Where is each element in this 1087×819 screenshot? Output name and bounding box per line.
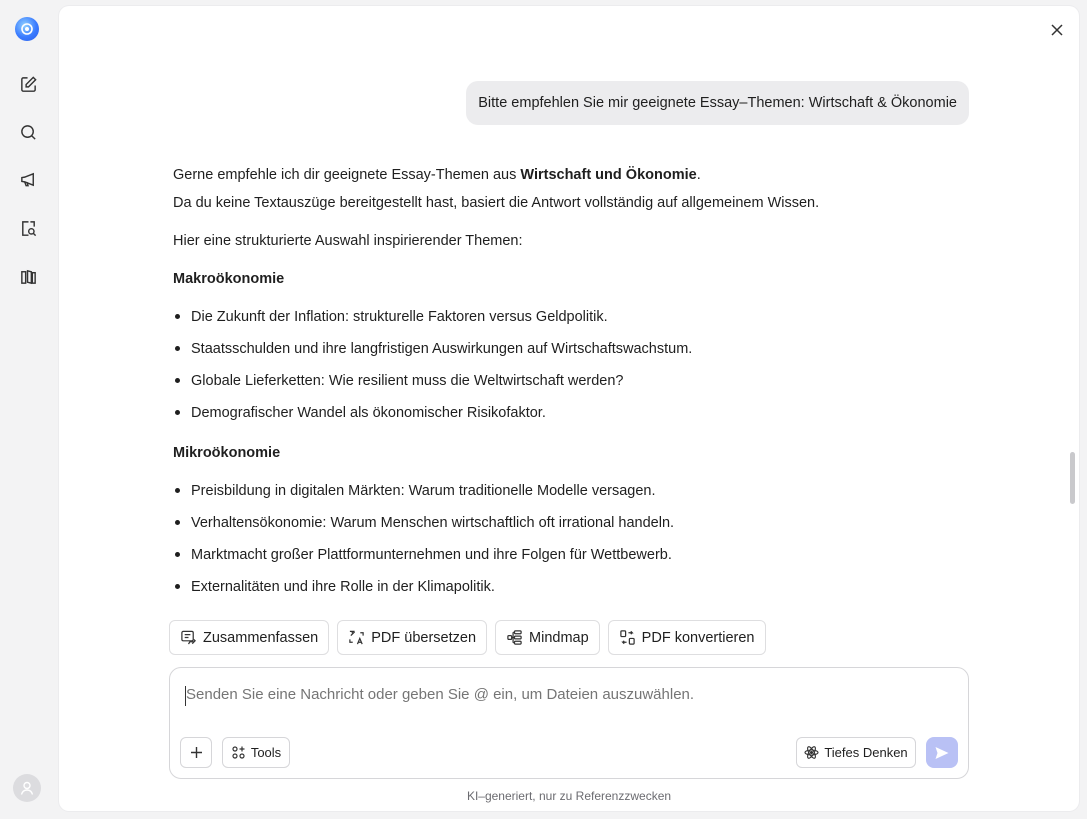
list-item: Verhaltensökonomie: Warum Menschen wirtschaftlich oft irrational handeln. (173, 507, 913, 539)
answer-line: Da du keine Textauszüge bereitgestellt hast, basiert die Antwort vollständig auf allgemeinem Wissen. (173, 195, 820, 211)
close-icon (1050, 23, 1064, 37)
disclaimer-note: KI–generiert, nur zu Referenzzwecken (466, 789, 672, 803)
quick-actions (169, 620, 766, 655)
section-heading: Makroökonomie (173, 271, 285, 287)
user-avatar[interactable] (13, 774, 41, 802)
list-item: Preisbildung in digitalen Märkten: Warum traditionelle Modelle versagen. (173, 475, 913, 507)
app-logo[interactable] (15, 17, 39, 41)
chat-panel (59, 6, 1079, 811)
scrollbar-thumb[interactable] (1070, 452, 1075, 504)
add-attachment-button[interactable] (180, 737, 212, 768)
doc-search-icon (19, 219, 38, 238)
answer-intro: Gerne empfehle ich dir geeignete Essay-Themen aus Wirtschaft und Ökonomie. (173, 167, 701, 183)
logo-icon (20, 22, 34, 36)
assistant-answer (173, 161, 913, 603)
announcements-button[interactable] (14, 165, 42, 193)
topic-list (173, 301, 913, 429)
section-heading: Mikroökonomie (173, 445, 281, 461)
mindmap-button[interactable]: Mindmap (495, 620, 600, 655)
message-composer (169, 667, 969, 779)
tools-icon (231, 745, 246, 760)
new-chat-icon (19, 75, 38, 94)
list-item: Externalitäten und ihre Rolle in der Klimapolitik. (173, 571, 913, 603)
user-message: Bitte empfehlen Sie mir geeignete Essay–Themen: Wirtschaft & Ökonomie (466, 81, 969, 125)
document-search-button[interactable] (14, 214, 42, 242)
list-item: Demografischer Wandel als ökonomischer Risikofaktor. (173, 397, 913, 429)
plus-icon (190, 746, 203, 759)
topic-list (173, 475, 913, 603)
send-icon (934, 745, 950, 761)
message-input[interactable] (186, 686, 946, 703)
search-button[interactable] (14, 118, 42, 146)
send-button[interactable] (926, 737, 958, 768)
list-item: Globale Lieferketten: Wie resilient muss die Weltwirtschaft werden? (173, 365, 913, 397)
answer-line: Hier eine strukturierte Auswahl inspirierender Themen: (173, 233, 523, 249)
close-button[interactable] (1047, 20, 1067, 40)
summarize-button[interactable]: Zusammenfassen (169, 620, 329, 655)
translate-pdf-button[interactable]: PDF übersetzen (337, 620, 487, 655)
deep-think-toggle[interactable]: Tiefes Denken (796, 737, 916, 768)
user-icon (19, 780, 35, 796)
mindmap-icon (506, 629, 523, 646)
translate-icon (348, 629, 365, 646)
megaphone-icon (19, 170, 38, 189)
list-item: Die Zukunft der Inflation: strukturelle Faktoren versus Geldpolitik. (173, 301, 913, 333)
library-icon (19, 267, 38, 286)
sidebar (0, 0, 56, 819)
summarize-icon (180, 629, 197, 646)
new-chat-button[interactable] (14, 70, 42, 98)
convert-pdf-button[interactable]: PDF konvertieren (608, 620, 766, 655)
tools-button[interactable]: Tools (222, 737, 290, 768)
library-button[interactable] (14, 262, 42, 290)
convert-icon (619, 629, 636, 646)
atom-icon (804, 745, 819, 760)
list-item: Staatsschulden und ihre langfristigen Auswirkungen auf Wirtschaftswachstum. (173, 333, 913, 365)
list-item: Marktmacht großer Plattformunternehmen und ihre Folgen für Wettbewerb. (173, 539, 913, 571)
search-icon (19, 123, 38, 142)
